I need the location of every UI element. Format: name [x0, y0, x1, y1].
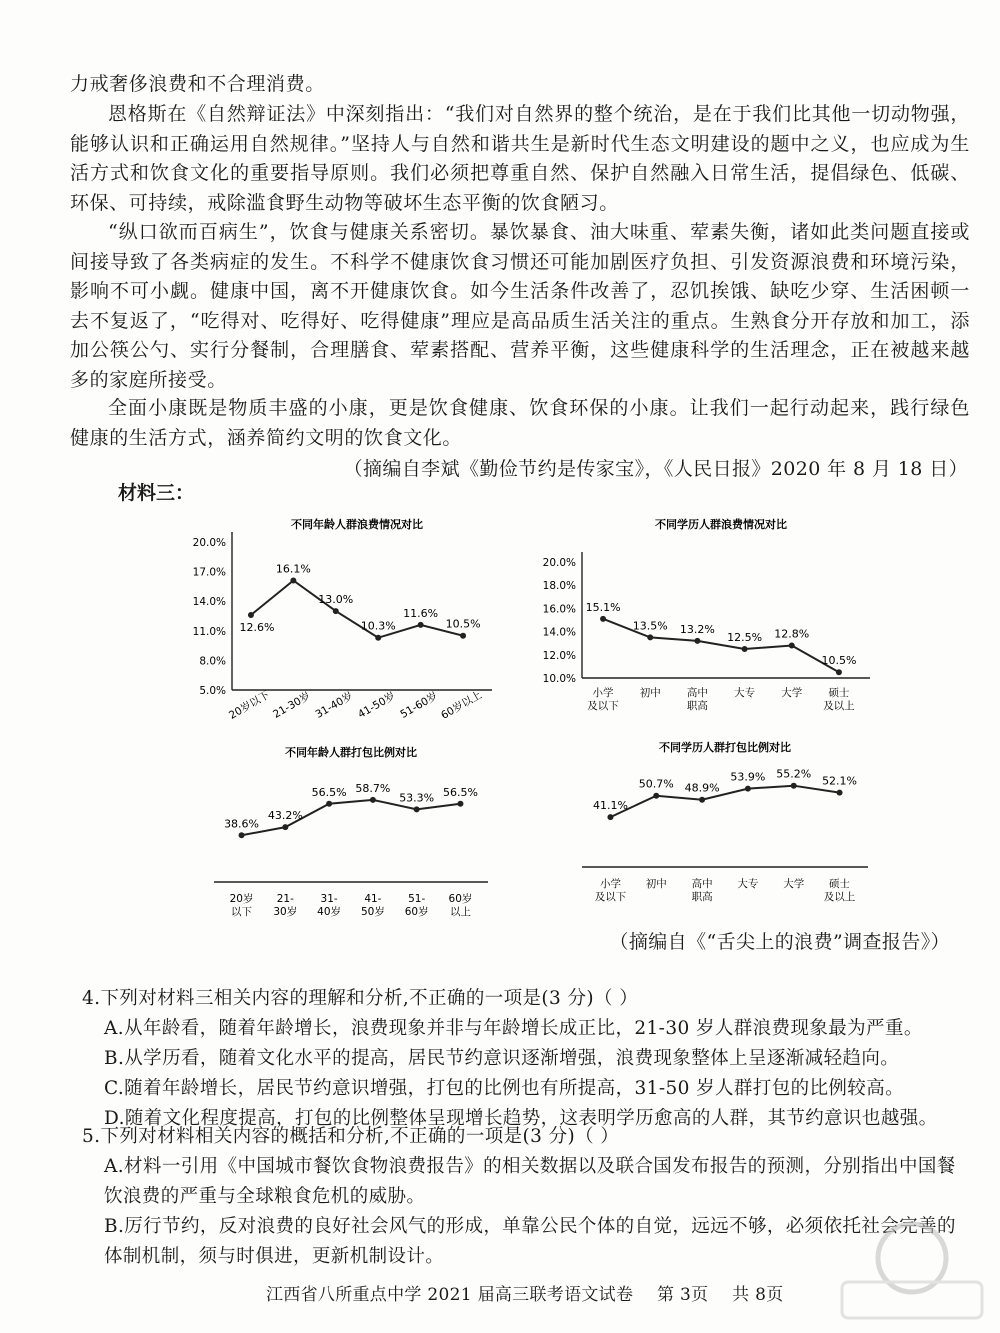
x-tick-label: 高中职高 — [691, 878, 713, 903]
source-citation-2: （摘编自《“舌尖上的浪费”调查报告》） — [609, 931, 950, 953]
data-point — [370, 797, 376, 803]
x-tick-label: 41-50岁 — [360, 893, 385, 918]
data-point — [653, 793, 659, 799]
watermark-logo — [832, 1210, 992, 1330]
y-tick-label: 8.0% — [199, 655, 226, 668]
question-4-option-d: D.随着文化程度提高，打包的比例整体呈现增长趋势，这表明学历愈高的人群，其节约意识也越强。 — [104, 1108, 938, 1129]
question-5-option-b: B.厉行节约，反对浪费的良好社会风气的形成，单靠公民个体的自觉，远远不够，必须依托社会完善的体制机制，须与时俱进，更新机制设计。 — [104, 1216, 956, 1267]
x-tick-label: 20岁以下 — [229, 893, 254, 918]
paragraph-intro: 力戒奢侈浪费和不合理消费。 — [70, 73, 325, 95]
y-tick-label: 14.0% — [542, 626, 576, 639]
data-point — [607, 814, 613, 820]
footer-total-pages: 共 8页 — [732, 1285, 784, 1305]
paragraph-health: “纵口欲而百病生”，饮食与健康关系密切。暴饮暴食、油大味重、荤素失衡，诸如此类问题直接或间接导致了各类病症的发生。不科学不健康饮食习惯还可能加剧医疗负担、引发资源浪费和环境污染，影响不可小觑。健康中国，离不开健康饮食。如今生活条件改善了，忍饥挨饿、缺吃少穿、生活困顿一去不复返了，“吃得对、吃得好、吃得健康”理应是高品质生活关注的重点。生熟食分开存放和加工，添加公筷公勺、实行分餐制，合理膳食、荤素搭配、营养平衡，这些健康科学的生活理念，正在被越来越多的家庭所接受。 — [70, 221, 970, 391]
y-tick-label: 12.0% — [542, 649, 576, 662]
data-point — [290, 577, 296, 583]
footer-page-number: 第 3页 — [657, 1285, 709, 1305]
x-tick-label: 51-60岁 — [404, 893, 429, 918]
data-point — [742, 646, 748, 652]
x-tick-label: 51-60岁 — [398, 689, 440, 721]
chart-title: 不同年龄人群打包比例对比 — [285, 746, 417, 759]
y-tick-label: 11.0% — [192, 625, 226, 638]
chart-age-takeaway — [210, 740, 500, 918]
y-tick-label: 10.0% — [542, 673, 576, 685]
data-label: 52.1% — [822, 774, 858, 788]
chart-title: 不同年龄人群浪费情况对比 — [291, 518, 423, 531]
question-5-stem: 5.下列对材料相关内容的概括和分析,不正确的一项是(3 分)（ ） — [82, 1126, 620, 1147]
data-point — [460, 633, 466, 639]
footer-title: 江西省八所重点中学 2021 届高三联考语文试卷 — [266, 1285, 634, 1305]
question-4-stem: 4.下列对材料三相关内容的理解和分析,不正确的一项是(3 分)（ ） — [82, 988, 639, 1009]
x-tick-label: 20岁以下 — [227, 688, 272, 722]
y-tick-label: 17.0% — [192, 566, 226, 579]
material-3-label: 材料三： — [118, 482, 195, 504]
x-tick-label: 60岁以上 — [439, 688, 484, 722]
data-label: 11.6% — [403, 606, 439, 620]
y-tick-label: 20.0% — [192, 537, 226, 549]
page-footer — [266, 1280, 802, 1305]
data-label: 58.7% — [355, 781, 391, 795]
chart-education-takeaway — [560, 735, 890, 905]
x-tick-label: 硕士及以上 — [823, 687, 855, 712]
paragraph-conclusion: 全面小康既是物质丰盛的小康，更是饮食健康、饮食环保的小康。让我们一起行动起来，践行绿色健康的生活方式，涵养简约文明的饮食文化。 — [70, 397, 970, 449]
x-tick-label: 60岁以上 — [448, 893, 473, 918]
question-4 — [82, 984, 982, 1134]
x-tick-label: 21-30岁 — [271, 689, 313, 721]
x-tick-label: 硕士及以上 — [823, 878, 856, 903]
data-point — [326, 801, 332, 807]
chart-title: 不同学历人群浪费情况对比 — [655, 518, 787, 531]
data-label: 12.5% — [727, 631, 763, 644]
paragraph-engels: 恩格斯在《自然辩证法》中深刻指出：“我们对自然界的整个统治，是在于我们比其他一切动物强，能够认识和正确运用自然规律。”坚持人与自然和谐共生是新时代生态文明建设的题中之义，也应成为生活方式和饮食文化的重要指导原则。我们必须把尊重自然、保护自然融入日常生活，提倡绿色、低碳、环保、可持续，戒除滥食野生动物等破坏生态平衡的饮食陋习。 — [70, 103, 970, 214]
data-point — [647, 634, 653, 640]
question-4-option-a: A.从年龄看，随着年龄增长，浪费现象并非与年龄增长成正比，21-30 岁人群浪费现象最为严重。 — [104, 1018, 923, 1039]
data-point — [600, 616, 606, 622]
data-label: 13.0% — [318, 593, 354, 607]
x-tick-label: 31-40岁 — [313, 689, 356, 721]
x-tick-label: 41-50岁 — [355, 689, 398, 721]
data-label: 12.8% — [774, 627, 810, 641]
data-label: 38.6% — [224, 817, 260, 831]
x-tick-label: 大学 — [781, 687, 803, 699]
x-tick-label: 31-40岁 — [317, 893, 342, 918]
question-4-option-c: C.随着年龄增长，居民节约意识增强，打包的比例也有所提高，31-50 岁人群打包的比例较高。 — [104, 1078, 904, 1099]
data-point — [457, 801, 463, 807]
data-point — [239, 832, 245, 838]
data-point — [694, 638, 700, 644]
data-label: 10.5% — [445, 617, 481, 631]
y-tick-label: 5.0% — [199, 685, 226, 697]
data-label: 43.2% — [267, 809, 303, 823]
data-point — [836, 669, 842, 675]
data-point — [745, 786, 751, 792]
y-tick-label: 20.0% — [542, 557, 576, 569]
data-label: 53.9% — [730, 770, 766, 784]
question-4-option-b: B.从学历看，随着文化水平的提高，居民节约意识逐渐增强，浪费现象整体上呈逐渐减轻趋向。 — [104, 1048, 900, 1069]
data-label: 13.2% — [679, 622, 715, 636]
data-label: 48.9% — [684, 781, 720, 795]
x-tick-label: 初中 — [645, 878, 667, 890]
data-label: 13.5% — [632, 619, 668, 633]
x-tick-label: 21-30岁 — [273, 893, 298, 918]
data-label: 16.1% — [275, 562, 311, 576]
data-label: 55.2% — [776, 767, 812, 781]
question-5-option-a: A.材料一引用《中国城市餐饮食物浪费报告》的相关数据以及联合国发布报告的预测，分别指出中国餐饮浪费的严重与全球粮食危机的威胁。 — [104, 1156, 956, 1207]
x-tick-label: 大学 — [783, 878, 805, 890]
data-label: 12.6% — [239, 621, 275, 635]
x-tick-label: 小学及以下 — [594, 878, 627, 903]
chart-education-waste — [510, 512, 870, 742]
data-point — [837, 790, 843, 796]
y-tick-label: 14.0% — [192, 596, 226, 609]
x-tick-label: 大专 — [734, 687, 756, 699]
data-label: 56.5% — [311, 785, 347, 799]
data-point — [333, 608, 339, 614]
x-tick-label: 小学及以下 — [587, 687, 619, 712]
x-tick-label: 初中 — [639, 687, 661, 699]
data-label: 15.1% — [585, 600, 621, 614]
data-point — [418, 622, 424, 628]
data-point — [791, 783, 797, 789]
data-point — [375, 635, 381, 641]
x-tick-label: 高中职高 — [686, 687, 708, 712]
data-point — [699, 797, 705, 803]
data-point — [789, 643, 795, 649]
chart-title: 不同学历人群打包比例对比 — [659, 741, 791, 754]
chart-age-waste — [160, 512, 500, 742]
data-label: 10.5% — [821, 654, 857, 668]
data-label: 53.3% — [399, 791, 435, 805]
source-citation-1: （摘编自李斌《勤俭节约是传家宝》，《人民日报》2020 年 8 月 18 日） — [343, 458, 968, 480]
x-tick-label: 大专 — [737, 878, 759, 890]
data-label: 50.7% — [638, 777, 674, 791]
data-point — [414, 806, 420, 812]
data-label: 10.3% — [360, 619, 396, 633]
y-tick-label: 16.0% — [542, 603, 576, 616]
data-point — [248, 612, 254, 618]
y-tick-label: 18.0% — [542, 580, 576, 593]
data-point — [282, 824, 288, 830]
data-label: 41.1% — [592, 799, 628, 813]
data-label: 56.5% — [442, 785, 478, 799]
